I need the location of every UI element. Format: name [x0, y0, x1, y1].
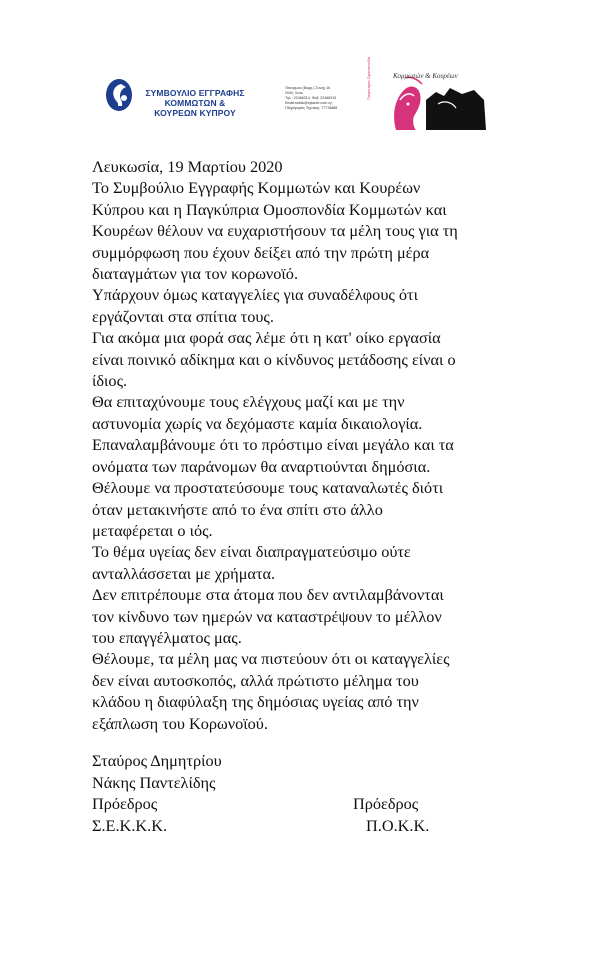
letter-line: κλάδου η διαφύλαξη της δημόσιας υγείας από την	[92, 692, 419, 712]
letter-line: Δεν επιτρέπουμε στα άτομα που δεν αντιλαμβάνονται	[92, 585, 444, 605]
signatory-name-2: Νάκης Παντελίδης	[92, 772, 216, 792]
letter-line: ίδιος.	[92, 371, 128, 391]
org-left: Σ.Ε.Κ.Κ.Κ.	[92, 815, 168, 835]
pokk-logo-side-text: Παγκύπρια Ομοσπονδία	[366, 56, 371, 100]
letter-line: δεν είναι αυτοσκοπός, αλλά πρώτιστο μέλημα του	[92, 670, 419, 690]
letter-line: Θα επιταχύνουμε τους ελέγχους μαζί και με την	[92, 392, 405, 412]
sekkk-logo-text: ΣΥΜΒΟΥΛΙΟ ΕΓΓΡΑΦΗΣ ΚΟΜΜΩΤΩΝ & ΚΟΥΡΕΩΝ ΚΥΠΡΟΥ	[145, 88, 245, 118]
letter-line: Για ακόμα μια φορά σας λέμε ότι η κατ' οίκο εργασία	[92, 328, 441, 348]
letterhead-address: Πανόρμου (Βορρ.) Συνοχ 16 2040, Λευκ. Τηλ.: 22466314, Φαξ: 22466315 Email:sekkk@cytanet.com.cy Πληρ/φορίες Τεχνικής: 77778888	[285, 86, 338, 110]
letter-line: ονόματα των παράνομων θα αναρτιούνται δημόσια.	[92, 456, 431, 476]
letter-line: Θέλουμε να προστατεύσουμε τους καταναλωτές διότι	[92, 478, 444, 498]
letter-line: εξάπλωση του Κορωνοϊού.	[92, 713, 268, 733]
letter-line: Το θέμα υγείας δεν είναι διαπραγματεύσιμο ούτε	[92, 542, 411, 562]
letter-line: διαταγμάτων για τον κορωνοϊό.	[92, 264, 299, 284]
letter-line: Επαναλαμβάνουμε ότι το πρόστιμο είναι μεγάλο και τα	[92, 435, 454, 455]
signatory-name-1: Σταύρος Δημητρίου	[92, 751, 222, 770]
letter-line: αστυνομία χωρίς να δεχόμαστε καμία δικαιολογία.	[92, 413, 423, 433]
letter-line: συμμόρφωση που έχουν δείξει από την πρώτη μέρα	[92, 242, 430, 262]
sekkk-logo-icon	[104, 78, 134, 112]
letter-line: είναι ποινικό αδίκημα και ο κίνδυνος μετάδοσης είναι ο	[92, 349, 456, 369]
pokk-logo-title: Κομμωτών & Κουρέων	[393, 72, 458, 80]
letter-line: τον κίνδυνο των ημερών να καταστρέψουν το μέλλον	[92, 606, 442, 626]
letter-line: Το Συμβούλιο Εγγραφής Κομμωτών και Κουρέων	[92, 178, 421, 198]
title-right: Πρόεδρος	[353, 794, 419, 813]
letter-line: Κύπρου και η Παγκύπρια Ομοσπονδία Κομμωτών και	[92, 199, 447, 219]
letter-line: όταν μετακινήστε από το ένα σπίτι στο άλλο	[92, 499, 383, 519]
letter-line: εργάζονται στα σπίτια τους.	[92, 306, 274, 326]
letter-body	[92, 156, 532, 734]
letterhead	[0, 0, 600, 140]
letter-line: μεταφέρεται ο ιός.	[92, 520, 213, 540]
letter-date: Λευκωσία, 19 Μαρτίου 2020	[92, 157, 283, 176]
letter-line: ανταλλάσσεται με χρήματα.	[92, 563, 276, 583]
letter-line: του επαγγέλματος μας.	[92, 627, 242, 647]
title-left: Πρόεδρος	[92, 794, 158, 813]
letter-line: Υπάρχουν όμως καταγγελίες για συναδέλφους ότι	[92, 285, 418, 305]
signature-block	[92, 750, 492, 836]
letter-line: Θέλουμε, τα μέλη μας να πιστεύουν ότι οι καταγγελίες	[92, 649, 450, 669]
letter-line: Κουρέων θέλουν να ευχαριστήσουν τα μέλη τους για τη	[92, 221, 458, 241]
org-right: Π.Ο.Κ.Κ.	[366, 815, 430, 835]
